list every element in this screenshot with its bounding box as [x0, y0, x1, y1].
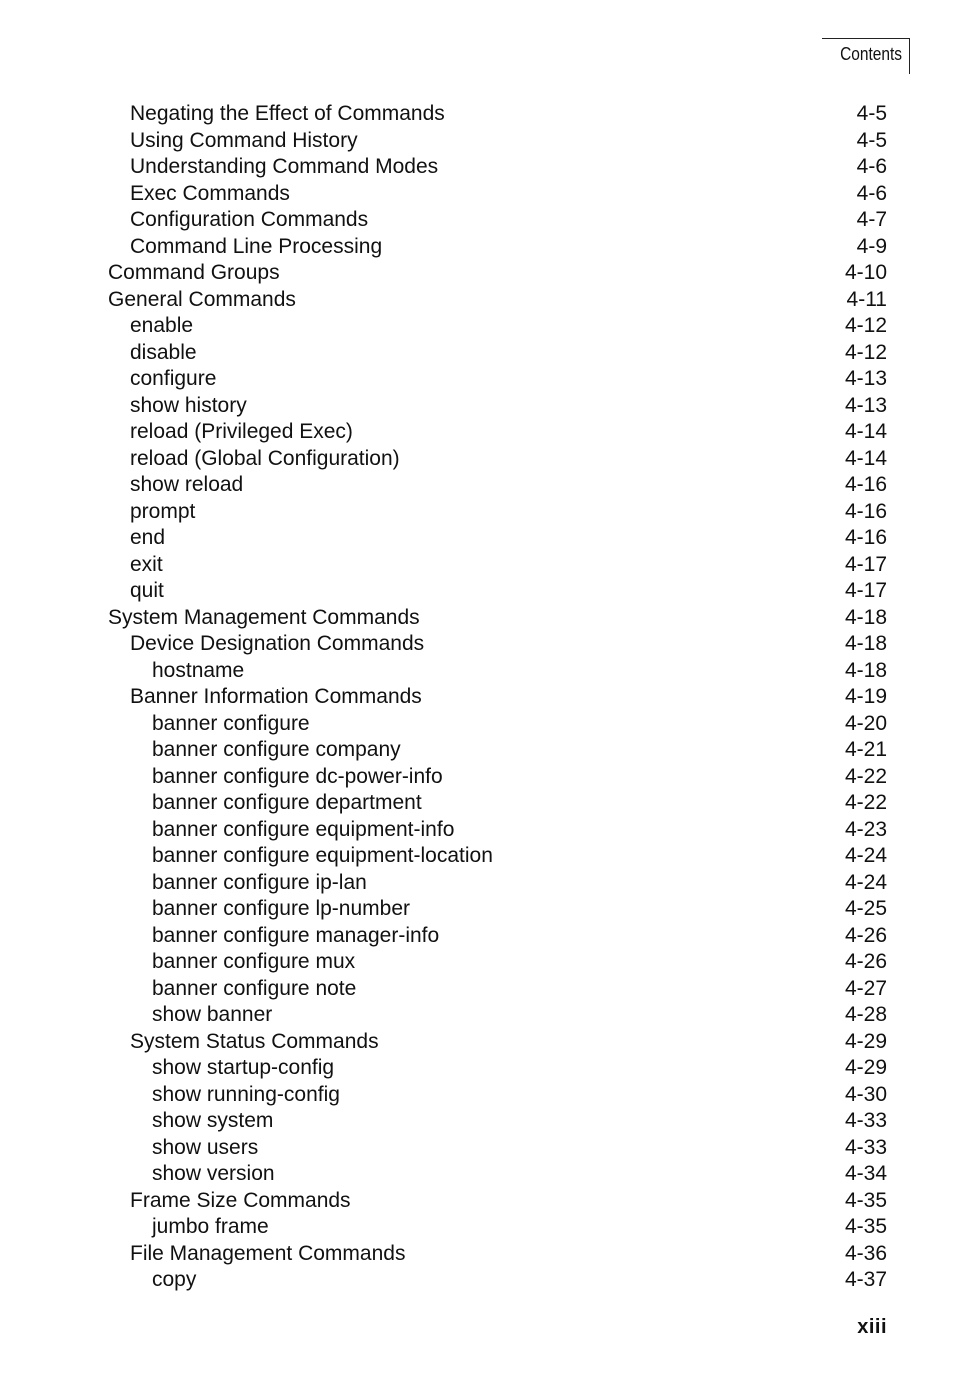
toc-entry-title: System Management Commands — [108, 605, 420, 629]
toc-entry-page: 4-16 — [844, 499, 887, 523]
toc-entry-page: 4-28 — [844, 1003, 887, 1026]
toc-entry-title: hostname — [152, 658, 245, 682]
toc-entry-title: Negating the Effect of Commands — [130, 102, 445, 125]
toc-entry-title: banner configure lp-number — [152, 897, 410, 920]
toc-entry-title: Banner Information Commands — [130, 685, 422, 708]
toc-entry[interactable] — [0, 340, 954, 367]
toc-entry-title: banner configure — [152, 711, 310, 735]
toc-entry-page: 4-7 — [856, 208, 887, 231]
toc-entry[interactable] — [0, 1108, 954, 1135]
toc-entry-page: 4-5 — [856, 128, 887, 152]
table-of-contents — [0, 101, 954, 1294]
toc-entry-title: banner configure note — [152, 976, 357, 1000]
toc-entry-page: 4-14 — [844, 420, 887, 443]
toc-entry[interactable] — [0, 790, 954, 817]
toc-entry-title: banner configure dc-power-info — [152, 764, 443, 788]
toc-entry-title: jumbo frame — [152, 1215, 269, 1238]
toc-entry-page: 4-16 — [844, 473, 887, 496]
toc-entry[interactable] — [0, 923, 954, 950]
toc-entry-page: 4-29 — [844, 1029, 887, 1053]
toc-entry[interactable] — [0, 737, 954, 764]
toc-entry[interactable] — [0, 393, 954, 420]
toc-entry-title: Understanding Command Modes — [130, 155, 439, 178]
toc-entry[interactable] — [0, 366, 954, 393]
toc-entry-title: banner configure ip-lan — [152, 870, 367, 894]
toc-entry-page: 4-6 — [856, 155, 887, 178]
toc-entry-title: Using Command History — [130, 128, 358, 152]
toc-entry-title: show banner — [152, 1003, 273, 1026]
toc-entry[interactable] — [0, 1002, 954, 1029]
toc-entry-title: banner configure department — [152, 791, 422, 814]
toc-entry-page: 4-35 — [844, 1188, 887, 1212]
toc-entry[interactable] — [0, 631, 954, 658]
toc-entry-page: 4-30 — [844, 1082, 887, 1106]
toc-entry-page: 4-37 — [844, 1268, 887, 1291]
toc-entry-title: configure — [130, 367, 217, 390]
toc-entry-page: 4-10 — [844, 261, 887, 284]
toc-entry-title: Device Designation Commands — [130, 632, 425, 655]
toc-entry-page: 4-25 — [844, 897, 887, 920]
toc-entry[interactable] — [0, 260, 954, 287]
toc-entry[interactable] — [0, 843, 954, 870]
toc-entry-page: 4-33 — [844, 1109, 887, 1132]
toc-entry[interactable] — [0, 1241, 954, 1268]
toc-entry-page: 4-5 — [856, 102, 887, 125]
toc-entry-page: 4-16 — [844, 526, 887, 549]
toc-entry[interactable] — [0, 870, 954, 897]
toc-entry-title: System Status Commands — [130, 1029, 379, 1053]
toc-entry-title: show system — [152, 1109, 274, 1132]
toc-entry[interactable] — [0, 1214, 954, 1241]
toc-entry[interactable] — [0, 525, 954, 552]
toc-entry-page: 4-36 — [844, 1241, 887, 1265]
toc-entry-title: General Commands — [108, 287, 296, 311]
toc-entry[interactable] — [0, 578, 954, 605]
toc-entry-page: 4-11 — [846, 287, 887, 311]
toc-entry[interactable] — [0, 817, 954, 844]
toc-entry-title: enable — [130, 314, 194, 337]
toc-entry[interactable] — [0, 1055, 954, 1082]
toc-entry-page: 4-34 — [844, 1162, 887, 1185]
toc-entry-title: banner configure equipment-location — [152, 844, 493, 867]
toc-entry-page: 4-17 — [844, 579, 887, 602]
toc-entry[interactable] — [0, 684, 954, 711]
toc-entry-page: 4-6 — [856, 181, 887, 205]
toc-entry-title: Command Line Processing — [130, 234, 383, 258]
toc-entry-title: show history — [130, 393, 247, 417]
toc-entry-page: 4-26 — [844, 923, 887, 947]
toc-entry-page: 4-17 — [844, 552, 887, 576]
toc-entry-page: 4-22 — [844, 791, 887, 814]
toc-entry-title: banner configure equipment-info — [152, 817, 455, 841]
page-number: xiii — [857, 1316, 887, 1338]
toc-entry-title: Frame Size Commands — [130, 1188, 351, 1212]
toc-entry[interactable] — [0, 419, 954, 446]
toc-entry[interactable] — [0, 499, 954, 526]
toc-entry-title: end — [130, 526, 166, 549]
toc-entry-title: show reload — [130, 473, 244, 496]
toc-entry-title: Configuration Commands — [130, 208, 369, 231]
section-label: Contents — [840, 44, 902, 64]
toc-entry-page: 4-35 — [844, 1215, 887, 1238]
toc-entry-title: banner configure manager-info — [152, 923, 440, 947]
toc-entry[interactable] — [0, 605, 954, 632]
toc-entry-page: 4-18 — [844, 632, 887, 655]
toc-entry-page: 4-13 — [844, 367, 887, 390]
toc-entry[interactable] — [0, 658, 954, 685]
toc-entry[interactable] — [0, 552, 954, 579]
toc-entry[interactable] — [0, 446, 954, 473]
toc-entry-page: 4-33 — [844, 1135, 887, 1159]
toc-entry-title: Exec Commands — [130, 181, 290, 205]
toc-entry[interactable] — [0, 1267, 954, 1294]
toc-entry-page: 4-23 — [844, 817, 887, 841]
toc-entry-title: reload (Global Configuration) — [130, 446, 400, 470]
toc-entry[interactable] — [0, 1135, 954, 1162]
toc-entry[interactable] — [0, 181, 954, 208]
toc-entry-page: 4-12 — [844, 340, 887, 364]
toc-entry-title: exit — [130, 552, 163, 576]
toc-entry[interactable] — [0, 976, 954, 1003]
toc-entry-page: 4-19 — [844, 685, 887, 708]
toc-entry[interactable] — [0, 101, 954, 128]
toc-entry-page: 4-14 — [844, 446, 887, 470]
toc-entry[interactable] — [0, 764, 954, 791]
toc-entry-page: 4-21 — [844, 738, 887, 761]
toc-entry-title: reload (Privileged Exec) — [130, 420, 353, 443]
toc-entry-title: copy — [152, 1268, 197, 1291]
toc-entry[interactable] — [0, 896, 954, 923]
toc-entry-title: banner configure company — [152, 738, 401, 761]
toc-entry[interactable] — [0, 287, 954, 314]
toc-entry-page: 4-9 — [856, 234, 887, 258]
toc-entry-page: 4-24 — [844, 870, 887, 894]
toc-entry[interactable] — [0, 949, 954, 976]
toc-entry-title: show startup-config — [152, 1056, 335, 1079]
toc-entry-title: Command Groups — [108, 261, 280, 284]
toc-entry[interactable] — [0, 313, 954, 340]
toc-entry[interactable] — [0, 234, 954, 261]
toc-entry-page: 4-18 — [844, 658, 887, 682]
toc-entry[interactable] — [0, 1082, 954, 1109]
toc-entry-title: prompt — [130, 499, 196, 523]
toc-entry[interactable] — [0, 207, 954, 234]
toc-entry-page: 4-18 — [844, 605, 887, 629]
toc-entry[interactable] — [0, 472, 954, 499]
toc-entry[interactable] — [0, 154, 954, 181]
toc-entry-page: 4-12 — [844, 314, 887, 337]
toc-entry-page: 4-27 — [844, 976, 887, 1000]
toc-entry-page: 4-24 — [844, 844, 887, 867]
toc-entry-title: File Management Commands — [130, 1241, 406, 1265]
toc-entry[interactable] — [0, 128, 954, 155]
toc-entry-page: 4-29 — [844, 1056, 887, 1079]
toc-entry-title: banner configure mux — [152, 950, 356, 973]
toc-entry[interactable] — [0, 1188, 954, 1215]
toc-entry-page: 4-22 — [844, 764, 887, 788]
toc-entry-title: disable — [130, 340, 197, 364]
toc-entry-page: 4-13 — [844, 393, 887, 417]
toc-entry-title: show version — [152, 1162, 275, 1185]
toc-entry-title: quit — [130, 579, 164, 602]
toc-entry[interactable] — [0, 1161, 954, 1188]
toc-entry-page: 4-20 — [844, 711, 887, 735]
toc-entry-page: 4-26 — [844, 950, 887, 973]
toc-entry[interactable] — [0, 711, 954, 738]
toc-entry-title: show running-config — [152, 1082, 340, 1106]
toc-entry[interactable] — [0, 1029, 954, 1056]
toc-entry-title: show users — [152, 1135, 259, 1159]
